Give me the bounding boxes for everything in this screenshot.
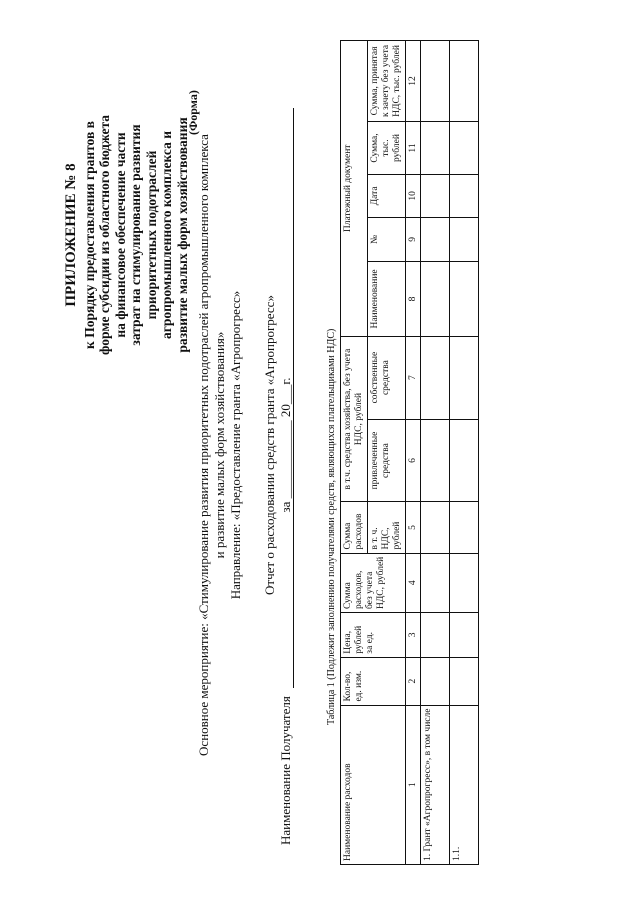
table-row — [450, 41, 479, 865]
table-caption: Таблица 1 (Подлежит заполнению получателями средств, являющихся плательщиками НДС) — [326, 328, 337, 725]
header-quantity: Кол-во, ед. изм. — [341, 657, 406, 705]
appendix-line: затрат на стимулирование развития — [128, 124, 143, 346]
appendix-line: к Порядку предоставления грантов в — [81, 121, 97, 349]
header-expense-name: Наименование расходов — [341, 705, 406, 864]
main-activity-line: Основное мероприятие: «Стимулирование развития приоритетных подотраслей агропромышленного комплекса — [196, 134, 211, 756]
header-own-funds: собственные средства — [368, 336, 406, 419]
column-number: 4 — [406, 553, 421, 613]
column-number: 10 — [406, 175, 421, 218]
appendix-header — [64, 65, 190, 405]
column-number: 11 — [406, 121, 421, 174]
table-header-row — [341, 41, 368, 865]
header-pd-number: № — [368, 217, 406, 262]
table-row — [421, 41, 450, 865]
form-label: (Форма) — [186, 90, 200, 135]
row-label: 1. Грант «Агропрогресс», в том числе — [421, 705, 450, 864]
appendix-title: ПРИЛОЖЕНИЕ № 8 — [63, 163, 79, 307]
header-pd-sum: Сумма, тыс. рублей — [368, 121, 406, 174]
header-own-funds-group: в т.ч. средства хозяйства, без учета НДС, рублей — [341, 336, 368, 502]
column-number: 1 — [406, 705, 421, 864]
appendix-line: на финансовое обеспечение части — [112, 132, 128, 338]
column-number-row — [406, 41, 421, 865]
report-title: Отчет о расходовании средств гранта «Агропрогресс» — [262, 295, 277, 595]
column-number: 2 — [406, 657, 421, 705]
recipient-underline — [279, 108, 294, 688]
direction-line: Направление: «Предоставление гранта «Агропрогресс» — [228, 290, 243, 600]
recipient-label: Наименование Получателя — [278, 696, 293, 845]
column-number: 9 — [406, 217, 421, 262]
header-sum-vat: Сумма расходов — [341, 502, 368, 553]
header-sum-vat-sub: в т. ч. НДС, рублей — [368, 502, 406, 553]
header-pd-name: Наименование — [368, 262, 406, 336]
header-pd-date: Дата — [368, 175, 406, 218]
report-period: за ____________ 20___г. — [278, 377, 293, 513]
row-label: 1.1. — [450, 705, 479, 864]
main-activity-line-cont: и развитие малых форм хозяйствования» — [212, 331, 227, 559]
header-accepted-sum: Сумма, принятая к зачету без учета НДС, тыс. рублей — [368, 41, 406, 122]
header-sum-no-vat: Сумма расходов, без учета НДС, рублей — [341, 553, 406, 613]
column-number: 8 — [406, 262, 421, 336]
expense-report-table — [340, 40, 479, 865]
header-attracted-funds: привлеченные средства — [368, 419, 406, 502]
recipient-name-field — [278, 25, 294, 845]
appendix-line: развитие малых форм хозяйствования — [174, 117, 190, 353]
header-payment-document: Платежный документ — [341, 41, 368, 337]
column-number: 5 — [406, 502, 421, 553]
column-number: 12 — [406, 41, 421, 122]
column-number: 3 — [406, 613, 421, 658]
column-number: 6 — [406, 419, 421, 502]
appendix-line: агропромышленного комплекса и — [159, 131, 174, 339]
appendix-line: форме субсидии из областного бюджета — [97, 114, 112, 356]
header-price: Цена, рублей за ед. — [341, 613, 406, 658]
column-number: 7 — [406, 336, 421, 419]
appendix-line: приоритетных подотраслей — [143, 150, 159, 320]
